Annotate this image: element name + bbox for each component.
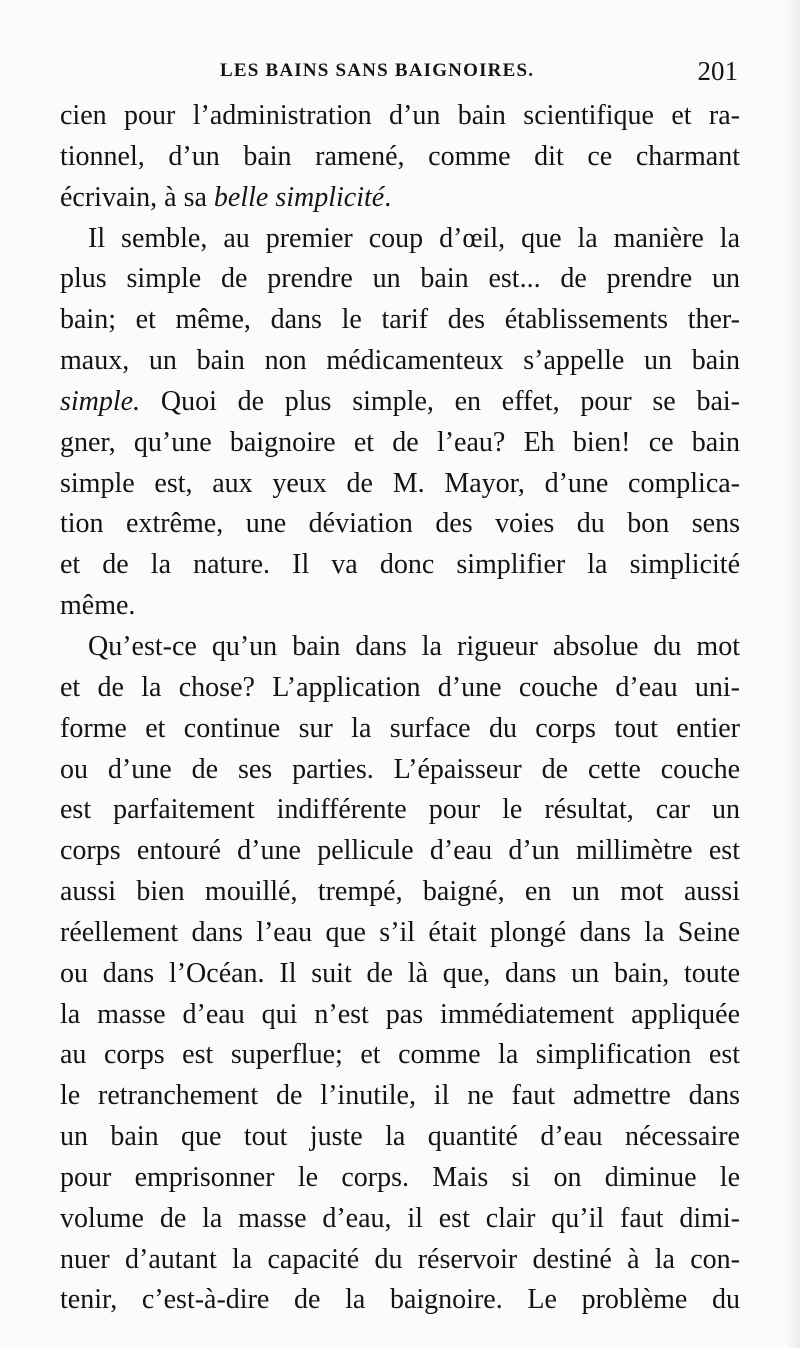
text-line: gner, qu’une baignoire et de l’eau? Eh bien! ce bain xyxy=(60,426,740,458)
text-line: tion extrême, une déviation des voies du bon sens xyxy=(60,508,740,540)
page-number: 201 xyxy=(697,56,738,86)
text-line: bain; et même, dans le tarif des établissements ther- xyxy=(60,304,740,336)
text-line: et de la chose? L’application d’une couche d’eau uni- xyxy=(60,671,740,703)
text-run: Quoi de plus simple, en effet, pour se bai- xyxy=(140,385,740,417)
running-title: LES BAINS SANS BAIGNOIRES. xyxy=(220,60,535,81)
text-line: ou dans l’Océan. Il suit de là que, dans un bain, toute xyxy=(60,957,740,989)
text-run: écrivain, à sa xyxy=(60,181,214,213)
running-head xyxy=(60,56,740,86)
paragraph-first-line: Il semble, au premier coup d’œil, que la manière la xyxy=(88,222,740,254)
text-line: nuer d’autant la capacité du réservoir destiné à la con- xyxy=(60,1243,740,1275)
text-line: aussi bien mouillé, trempé, baigné, en un mot aussi xyxy=(60,876,740,908)
text-line: même. xyxy=(60,590,136,622)
text-line: un bain que tout juste la quantité d’eau nécessaire xyxy=(60,1121,740,1153)
body-text xyxy=(60,96,740,1321)
text-line: tionnel, d’un bain ramené, comme dit ce charmant xyxy=(60,140,740,172)
text-line xyxy=(60,178,740,219)
text-line: forme et continue sur la surface du corps tout entier xyxy=(60,712,740,744)
text-line: simple est, aux yeux de M. Mayor, d’une complica- xyxy=(60,467,740,499)
text-line: et de la nature. Il va donc simplifier la simplicité xyxy=(60,549,740,581)
text-line: réellement dans l’eau que s’il était plongé dans la Seine xyxy=(60,916,740,948)
text-line: maux, un bain non médicamenteux s’appelle un bain xyxy=(60,345,740,377)
text-line: corps entouré d’une pellicule d’eau d’un millimètre est xyxy=(60,835,740,867)
text-line: ou d’une de ses parties. L’épaisseur de cette couche xyxy=(60,753,740,785)
paragraph-first-line: Qu’est-ce qu’un bain dans la rigueur absolue du mot xyxy=(88,630,740,662)
text-line: au corps est superflue; et comme la simplification est xyxy=(60,1039,740,1071)
text-line: tenir, c’est-à-dire de la baignoire. Le problème du xyxy=(60,1284,740,1316)
italic-word: simple. xyxy=(60,385,141,417)
text-line: cien pour l’administration d’un bain scientifique et ra- xyxy=(60,100,740,131)
text-line: pour emprisonner le corps. Mais si on diminue le xyxy=(60,1161,740,1193)
text-line: le retranchement de l’inutile, il ne faut admettre dans xyxy=(60,1080,740,1112)
text-line xyxy=(60,382,740,423)
text-line: la masse d’eau qui n’est pas immédiatement appliquée xyxy=(60,998,740,1030)
text-line: plus simple de prendre un bain est... de prendre un xyxy=(60,263,740,295)
text-line: volume de la masse d’eau, il est clair qu’il faut dimi- xyxy=(60,1202,740,1234)
text-line: est parfaitement indifférente pour le résultat, car un xyxy=(60,794,740,826)
italic-phrase: belle simplicité xyxy=(213,181,385,213)
text-run: . xyxy=(384,181,392,213)
